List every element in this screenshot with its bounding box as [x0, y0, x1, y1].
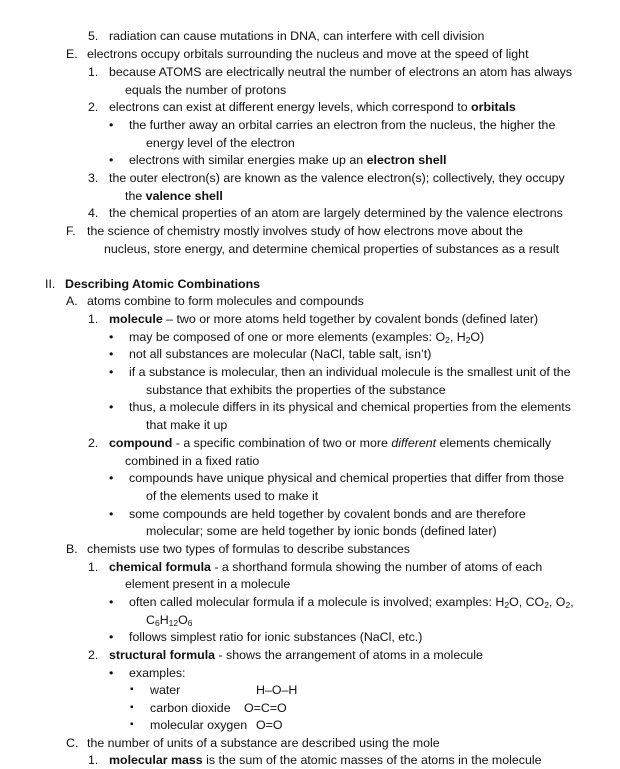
square-bullet-icon: ▪: [130, 684, 134, 695]
term-chemical-formula: chemical formula: [109, 560, 211, 574]
subscript: 6: [154, 618, 160, 628]
term-compound: compound: [109, 436, 173, 450]
item-marker: 1.: [88, 753, 99, 767]
continuation-line: [125, 188, 223, 204]
subscript: 2: [445, 335, 450, 345]
square-bullet-icon: ▪: [130, 719, 134, 730]
item-text: – two or more atoms held together by covalent bonds (defined later): [162, 312, 539, 326]
item-text: O, CO: [509, 595, 545, 609]
continuation-line: element present in a molecule: [125, 577, 291, 591]
bullet-icon: •: [109, 630, 114, 644]
continuation-line: substance that exhibits the properties of the substance: [146, 383, 446, 397]
item-text: , O: [548, 595, 566, 609]
formula-glucose: [146, 612, 192, 628]
bullet-icon: •: [109, 666, 114, 680]
item-text: electrons occupy orbitals surrounding the nucleus and move at the speed of light: [87, 47, 529, 61]
term-structural-formula: structural formula: [109, 648, 216, 662]
item-marker: II.: [45, 277, 56, 291]
item-text: O): [470, 330, 485, 344]
item-marker: B.: [66, 542, 78, 556]
element-symbol: C: [146, 613, 155, 627]
bullet-icon: •: [109, 347, 114, 361]
continuation-line: equals the number of protons: [125, 83, 287, 97]
term-electron-shell: electron shell: [366, 153, 447, 167]
square-bullet-icon: ▪: [130, 702, 134, 713]
bullet-icon: •: [109, 400, 114, 414]
bullet-icon: •: [109, 507, 114, 521]
element-symbol: H: [159, 613, 169, 627]
item-text: atoms combine to form molecules and compounds: [87, 294, 364, 308]
item-text: often called molecular formula if a molecule is involved; examples: H: [129, 595, 505, 609]
item-text: because ATOMS are electrically neutral the number of electrons an atom has always: [109, 65, 573, 79]
item-text: thus, a molecule differs in its physical and chemical properties from the elements: [129, 400, 571, 414]
item-text: radiation can cause mutations in DNA, can interfere with cell division: [109, 29, 485, 43]
item-text: is the sum of the atomic masses of the atoms in the molecule: [202, 753, 542, 767]
bullet-icon: •: [109, 330, 114, 344]
bullet-icon: •: [109, 118, 114, 132]
item-marker: 5.: [88, 29, 99, 43]
emphasis-different: different: [391, 436, 437, 450]
bullet-icon: •: [109, 153, 114, 167]
structural-formula: O=O: [256, 718, 283, 732]
subscript: 2: [565, 600, 571, 610]
subscript: 6: [187, 618, 193, 628]
item-marker: A.: [66, 294, 78, 308]
item-text: follows simplest ratio for ionic substances (NaCl, etc.): [129, 630, 423, 644]
subscript: 12: [168, 618, 179, 628]
continuation-line: combined in a fixed ratio: [125, 454, 260, 468]
item-marker: 3.: [88, 171, 99, 185]
item-marker: F.: [66, 224, 76, 238]
section-title: Describing Atomic Combinations: [65, 277, 261, 291]
item-marker: 1.: [88, 65, 99, 79]
item-text: the further away an orbital carries an electron from the nucleus, the higher the: [129, 118, 556, 132]
term-valence-shell: valence shell: [145, 189, 223, 203]
item-text: the: [125, 189, 146, 203]
continuation-line: energy level of the electron: [146, 136, 295, 150]
bullet-icon: •: [109, 595, 114, 609]
item-marker: E.: [66, 47, 78, 61]
item-text: electrons can exist at different energy levels, which correspond to: [109, 100, 472, 114]
item-text: if a substance is molecular, then an individual molecule is the smallest unit of the: [129, 365, 571, 379]
continuation-line: that make it up: [146, 418, 228, 432]
item-marker: 2.: [88, 648, 99, 662]
item-text: not all substances are molecular (NaCl, table salt, isn’t): [129, 347, 432, 361]
item-marker: 2.: [88, 100, 99, 114]
item-text: , H: [449, 330, 466, 344]
subscript: 2: [544, 600, 549, 610]
bullet-icon: •: [109, 471, 114, 485]
item-marker: 4.: [88, 206, 99, 220]
item-text: some compounds are held together by covalent bonds and are therefore: [129, 507, 526, 521]
item-text: - a specific combination of two or more: [172, 436, 392, 450]
item-text: the outer electron(s) are known as the valence electron(s); collectively, they occupy: [109, 171, 565, 185]
item-text: - shows the arrangement of atoms in a molecule: [215, 648, 483, 662]
term-molecular-mass: molecular mass: [109, 753, 203, 767]
item-text: - a shorthand formula showing the number of atoms of each: [210, 560, 543, 574]
bullet-icon: •: [109, 365, 114, 379]
structural-formula: H–O–H: [256, 683, 298, 697]
item-marker: 2.: [88, 436, 99, 450]
subscript: 2: [504, 600, 510, 610]
item-text: the number of units of a substance are described using the mole: [87, 736, 440, 750]
item-text: electrons with similar energies make up an: [129, 153, 367, 167]
subscript: 2: [465, 335, 471, 345]
item-text: elements chemically: [436, 436, 552, 450]
item-text: ,: [570, 595, 574, 609]
item-marker: 1.: [88, 560, 99, 574]
term-orbitals: orbitals: [471, 100, 516, 114]
example-name: carbon dioxide: [150, 701, 231, 715]
continuation-line: nucleus, store energy, and determine chemical properties of substances as a result: [104, 242, 560, 256]
continuation-line: of the elements used to make it: [146, 489, 319, 503]
item-text: chemists use two types of formulas to describe substances: [87, 542, 410, 556]
item-text: the science of chemistry mostly involves study of how electrons move about the: [87, 224, 523, 238]
example-name: water: [150, 683, 181, 697]
item-text: examples:: [129, 666, 186, 680]
item-text: compounds have unique physical and chemical properties that differ from those: [129, 471, 565, 485]
item-text: may be composed of one or more elements (examples: O: [129, 330, 446, 344]
term-molecule: molecule: [109, 312, 163, 326]
element-symbol: O: [178, 613, 188, 627]
item-marker: C.: [66, 736, 79, 750]
item-text: the chemical properties of an atom are largely determined by the valence electrons: [109, 206, 563, 220]
continuation-line: molecular; some are held together by ionic bonds (defined later): [146, 524, 497, 538]
structural-formula: O=C=O: [244, 701, 287, 715]
item-marker: 1.: [88, 312, 99, 326]
example-name: molecular oxygen: [150, 718, 248, 732]
